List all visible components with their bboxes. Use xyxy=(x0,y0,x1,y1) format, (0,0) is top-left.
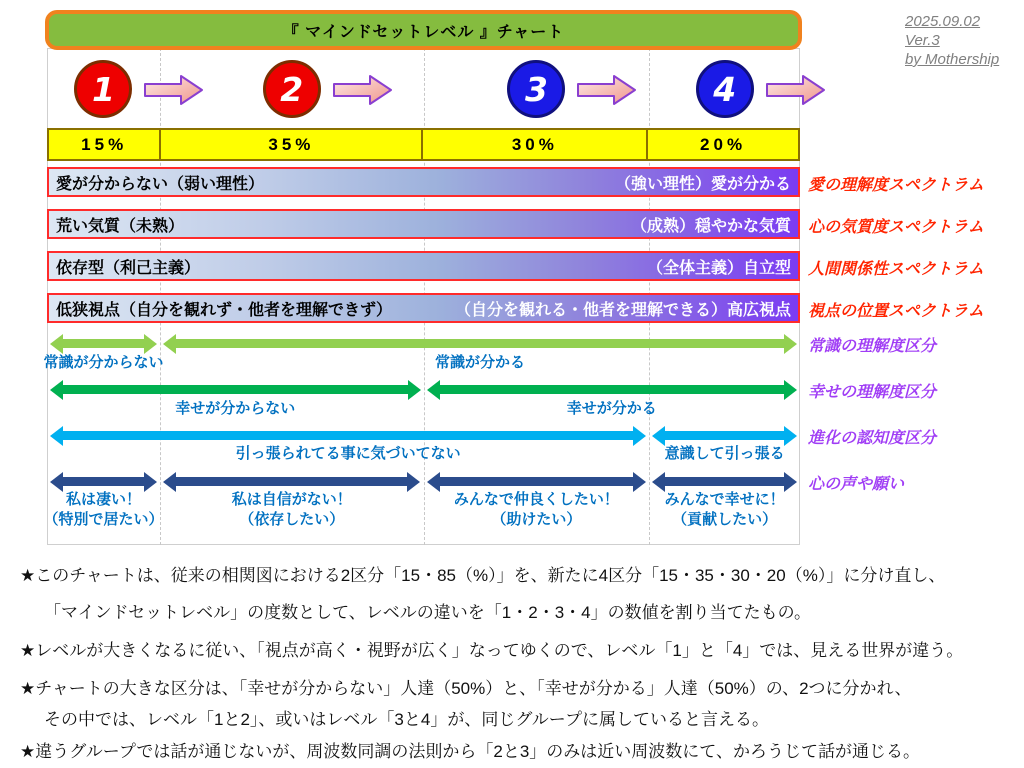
division-segment-label xyxy=(175,399,295,419)
level-circle-2 xyxy=(263,60,321,118)
division-double-arrow xyxy=(62,339,145,348)
spectrum-bar xyxy=(47,251,800,281)
division-side-label: 幸せの理解度区分 xyxy=(808,384,937,401)
division-segment-text: 常識が分かる xyxy=(434,354,525,371)
spectrum-right-text: （全体主義）自立型 xyxy=(646,259,791,277)
next-level-arrow-icon xyxy=(333,74,393,111)
division-double-arrow xyxy=(664,477,785,486)
footnote-line: ★違うグループでは話が通じないが、周波数同調の法則から「2と3」のみは近い周波数にて、かろうじて話が通じる。 xyxy=(20,742,920,761)
footnote-line: ★このチャートは、従来の相関図における2区分「15・85（%）」を、新たに4区分「15・35・30・20（%）」に分け直し、 xyxy=(20,566,946,585)
spectrum-right-text: （自分を観れる・他者を理解できる）高広視点 xyxy=(454,301,791,319)
division-segment-label xyxy=(43,490,163,530)
division-segment-text: みんなで仲良くしたい！ xyxy=(453,491,619,508)
division-segment-label xyxy=(454,490,619,530)
division-double-arrow xyxy=(664,431,785,440)
footnote-line: ★レベルが大きくなるに従い、「視点が高く・視野が広く」なってゆくので、レベル「1」と「4」では、見える世界が違う。 xyxy=(20,641,964,660)
division-segment-text: 幸せが分からない xyxy=(175,400,296,417)
spectrum-left-text: 低狭視点（自分を観れず・他者を理解できず） xyxy=(56,301,393,319)
version-author: by Mothership xyxy=(905,51,1000,68)
division-segment-text: 引っ張られてる事に気づいてない xyxy=(235,445,461,462)
division-segment-text: みんなで幸せに！ xyxy=(664,491,785,508)
division-segment-label xyxy=(567,399,657,419)
spectrum-side-label: 愛の理解度スペクトラム xyxy=(808,177,984,194)
division-segment-label xyxy=(435,353,525,373)
division-side-label: 常識の理解度区分 xyxy=(808,338,937,355)
percent-cell-level-4 xyxy=(648,130,798,159)
spectrum-right-text: （強い理性）愛が分かる xyxy=(614,175,791,193)
division-segment-label xyxy=(665,444,785,464)
division-segment-text: 私は凄い！ xyxy=(65,491,141,508)
level-number: 1 xyxy=(91,69,115,109)
division-segment-label xyxy=(43,353,163,373)
division-segment-text: 私は自信がない！ xyxy=(231,491,352,508)
division-segment-text: 意識して引っ張る xyxy=(664,445,785,462)
footnote-line: 「マインドセットレベル」の度数として、レベルの違いを「1・2・3・4」の数値を割り当てたもの。 xyxy=(44,603,811,622)
percent-value: 15% xyxy=(81,134,128,154)
page-title: 『 マインドセットレベル 』チャート xyxy=(282,23,565,41)
level-circle-4 xyxy=(696,60,754,118)
division-segment-subtext: （特別で居たい） xyxy=(43,511,164,528)
next-level-arrow-icon xyxy=(577,74,637,111)
division-segment-label xyxy=(236,444,461,464)
spectrum-right-text: （成熟）穏やかな気質 xyxy=(630,217,791,235)
division-double-arrow xyxy=(439,385,786,394)
version-info xyxy=(905,12,999,69)
spectrum-bar xyxy=(47,167,800,197)
spectrum-bar xyxy=(47,293,800,323)
spectrum-side-label: 視点の位置スペクトラム xyxy=(808,303,984,320)
footnote-line: ★チャートの大きな区分は、「幸せが分からない」人達（50%）と、「幸せが分かる」人達（50%）の、2つに分かれ、 xyxy=(20,679,912,698)
version-number: Ver.3 xyxy=(905,32,940,49)
spectrum-side-label: 人間関係性スペクトラム xyxy=(808,261,984,278)
percent-cell-level-2 xyxy=(161,130,423,159)
level-number: 4 xyxy=(713,69,737,109)
percent-value: 35% xyxy=(268,134,315,154)
level-number: 2 xyxy=(280,69,304,109)
division-segment-subtext: （助けたい） xyxy=(491,511,582,528)
division-double-arrow xyxy=(439,477,635,486)
spectrum-left-text: 荒い気質（未熟） xyxy=(56,217,185,235)
division-segment-subtext: （貢献したい） xyxy=(672,511,778,528)
percent-cell-level-1 xyxy=(49,130,161,159)
percent-value: 20% xyxy=(700,134,747,154)
percent-bar xyxy=(47,128,800,161)
division-double-arrow xyxy=(62,477,145,486)
spectrum-bar xyxy=(47,209,800,239)
next-level-arrow-icon xyxy=(766,74,826,111)
division-double-arrow xyxy=(175,477,409,486)
footnote-line: その中では、レベル「1と2」、或いはレベル「3と4」が、同じグループに属していると言える。 xyxy=(44,710,769,729)
level-number: 3 xyxy=(524,69,548,109)
division-double-arrow xyxy=(62,431,634,440)
spectrum-left-text: 愛が分からない（弱い理性） xyxy=(56,175,265,193)
spectrum-left-text: 依存型（利己主義） xyxy=(56,259,201,277)
division-segment-label xyxy=(232,490,352,530)
percent-cell-level-3 xyxy=(423,130,648,159)
spectrum-side-label: 心の気質度スペクトラム xyxy=(808,219,984,236)
division-segment-text: 幸せが分かる xyxy=(566,400,657,417)
division-double-arrow xyxy=(62,385,409,394)
version-date: 2025.09.02 xyxy=(905,13,981,30)
division-segment-label xyxy=(665,490,785,530)
percent-value: 30% xyxy=(511,134,558,154)
division-segment-subtext: （依存したい） xyxy=(239,511,345,528)
division-segment-text: 常識が分からない xyxy=(43,354,164,371)
next-level-arrow-icon xyxy=(144,74,204,111)
chart-title-banner xyxy=(45,10,802,50)
division-side-label: 心の声や願い xyxy=(808,476,905,493)
division-side-label: 進化の認知度区分 xyxy=(808,430,937,447)
division-double-arrow xyxy=(175,339,785,348)
